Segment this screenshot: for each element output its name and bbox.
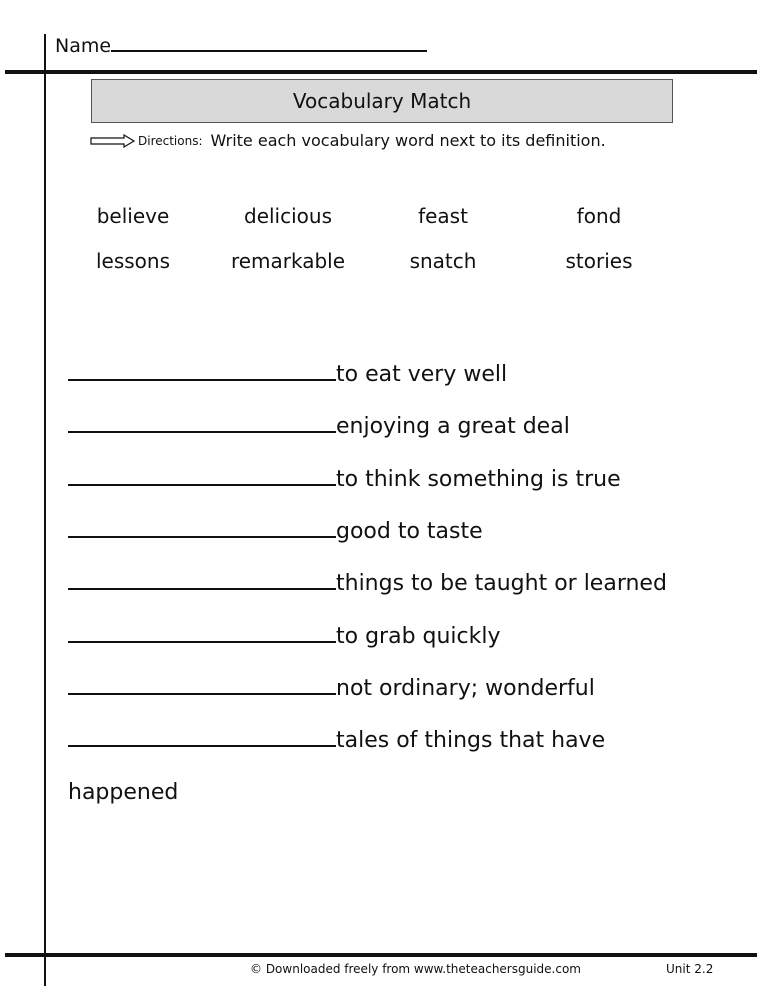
worksheet-title-box [91, 79, 673, 123]
unit-label: Unit 2.2 [666, 962, 714, 976]
word-bank-item: stories [565, 249, 633, 273]
name-field[interactable] [55, 34, 427, 57]
directions-text: Write each vocabulary word next to its definition. [210, 131, 606, 150]
definition-text: not ordinary; wonderful [336, 675, 595, 701]
margin-line [44, 34, 46, 986]
answer-blank[interactable] [68, 570, 336, 590]
name-label: Name [55, 35, 112, 57]
definition-text: enjoying a great deal [336, 414, 570, 440]
definition-text: to eat very well [336, 362, 508, 387]
word-bank-item: lessons [95, 249, 171, 273]
header-divider [5, 70, 757, 74]
word-bank-item: feast [418, 204, 468, 228]
definition-row [68, 623, 501, 649]
directions-label: Directions: [138, 133, 203, 148]
name-blank[interactable] [111, 34, 427, 52]
footer-divider [5, 953, 757, 957]
copyright-notice: © Downloaded freely from www.theteachersguide.com [250, 962, 581, 976]
definition-row [68, 466, 621, 492]
definition-row [68, 727, 605, 753]
definition-text: tales of things that have [336, 728, 606, 754]
word-bank-item: snatch [409, 249, 477, 273]
definition-row [68, 361, 507, 387]
definition-row [68, 518, 483, 544]
definition-row [68, 675, 595, 701]
arrow-right-icon [90, 134, 136, 148]
definition-row [68, 413, 570, 439]
answer-blank[interactable] [68, 727, 336, 747]
answer-blank[interactable] [68, 413, 336, 433]
word-bank-item: remarkable [230, 249, 346, 273]
definition-text: good to taste [336, 518, 483, 544]
directions [90, 131, 606, 150]
word-bank-item: believe [96, 204, 170, 228]
definition-text: things to be taught or learned [336, 571, 667, 597]
worksheet-title: Vocabulary Match [292, 89, 472, 113]
word-bank-item: fond [576, 204, 622, 228]
definition-continuation: happened [68, 780, 179, 805]
answer-blank[interactable] [68, 623, 336, 643]
answer-blank[interactable] [68, 361, 336, 381]
answer-blank[interactable] [68, 466, 336, 486]
answer-blank[interactable] [68, 675, 336, 695]
definition-text: to think something is true [336, 466, 621, 492]
definition-row [68, 570, 667, 596]
word-bank-item: delicious [244, 204, 332, 228]
definition-text: to grab quickly [336, 623, 501, 649]
answer-blank[interactable] [68, 518, 336, 538]
